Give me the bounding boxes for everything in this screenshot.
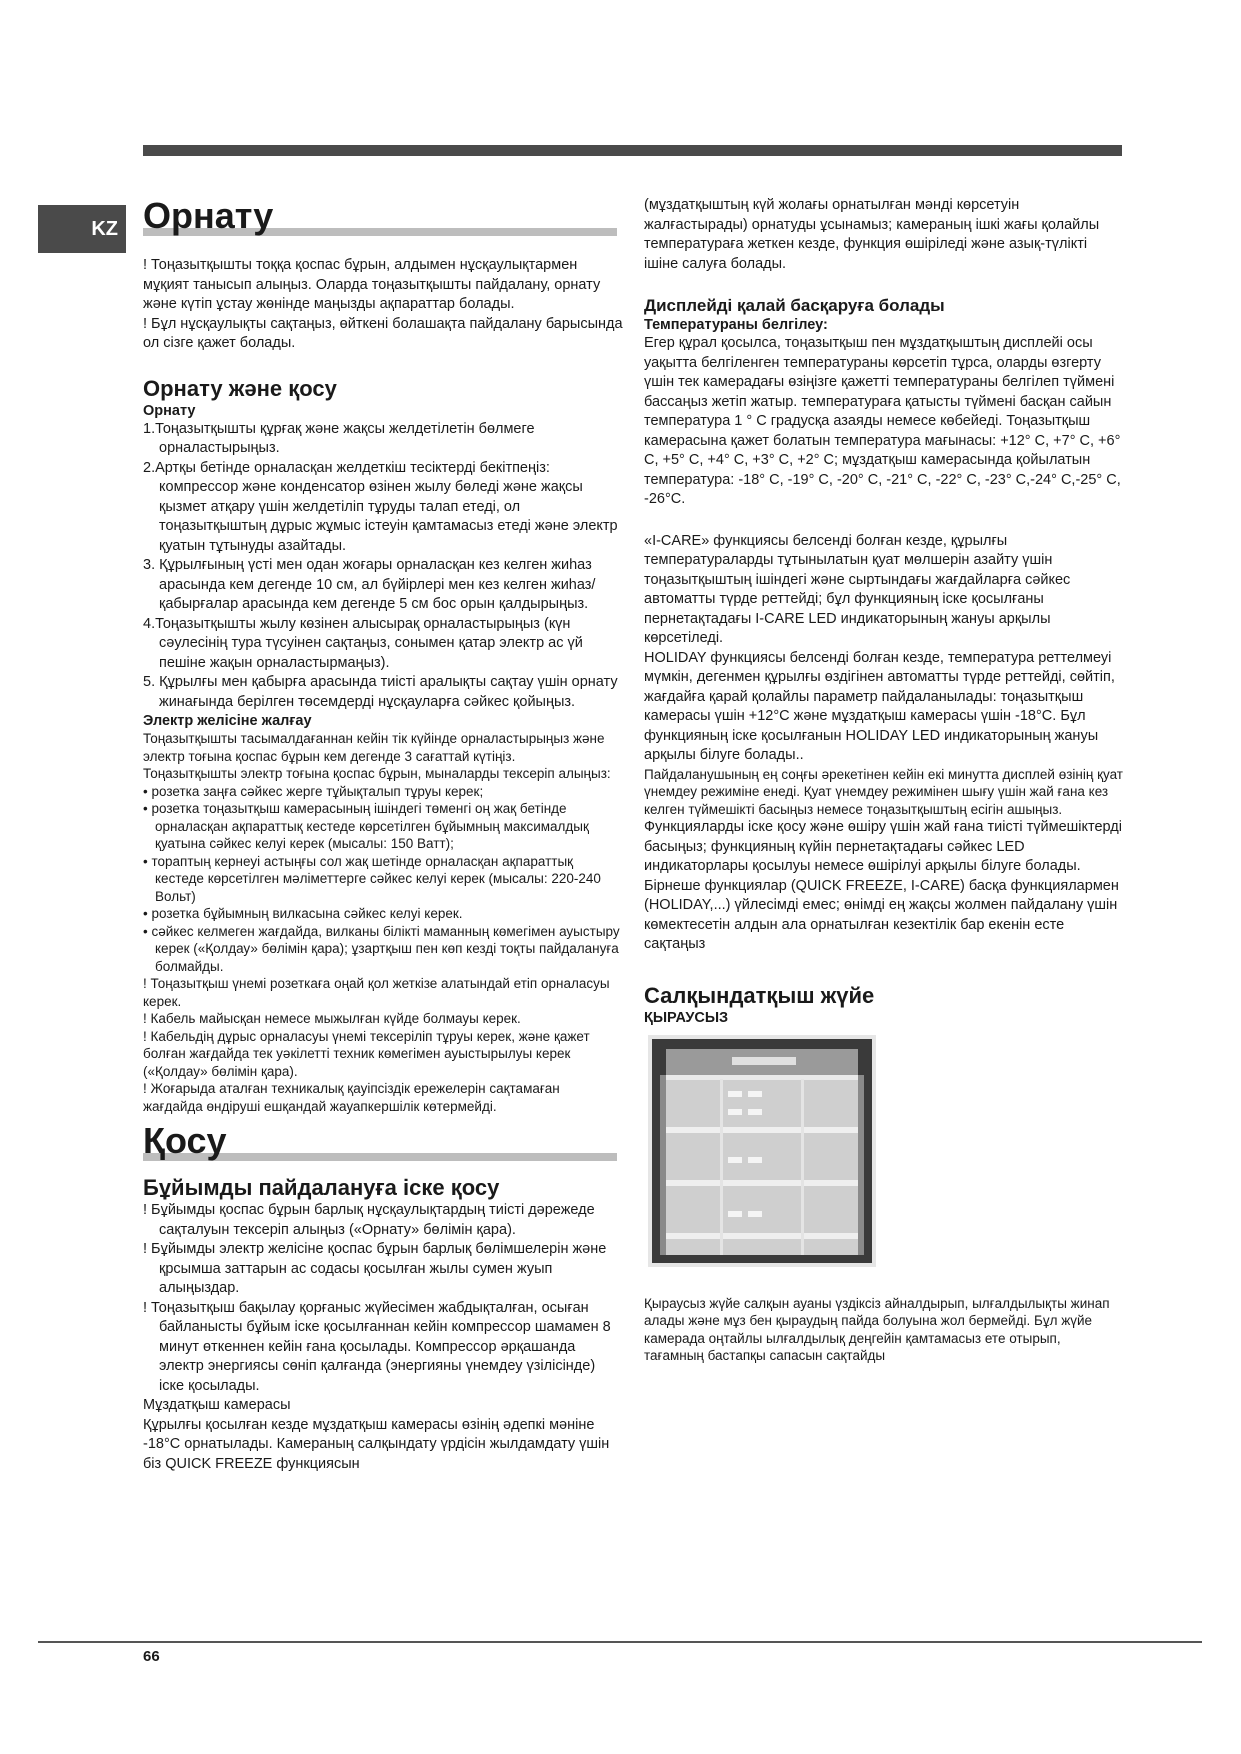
install-connect-title: Орнату және қосу bbox=[143, 375, 337, 401]
startup-item: ! Бұйымды электр желісіне қоспас бұрын барлық бөлімшелерін және қрсымша заттарын ас содасы қосылған жылы сумен жуып алыңыздар. bbox=[143, 1241, 607, 1296]
electric-bullet: • розетка бұйымның вилкасына сәйкес келуі керек. bbox=[143, 906, 463, 921]
install-item: 4.Тоңазытқышты жылу көзінен алысырақ орналастырыңыз (күн сәулесінің тура түсуінен сақтаңыз, сонымен қатар электр ас үй пешіне жақын орналастырмаңыз). bbox=[143, 615, 583, 671]
language-tab: KZ bbox=[38, 205, 126, 253]
install-subtitle: Орнату bbox=[143, 402, 196, 419]
eco-text: Пайдаланушының ең соңғы әрекетінен кейін екі минутта дисплей өзінің қуат үнемдеу режиміне енеді. Қуат үнемдеу режимінен шығу үшін жай ғана кез келген түймешікті басыңыз немесе тоңазытқыштың есігін ашыңыз. bbox=[644, 766, 1123, 817]
icare-text: «I-CARE» функциясы белсенді болған кезде, құрылғы температураларды тұтынылатын қуат мөлшерін азайту үшін тоңазытқыштың ішіндегі және сыртындағы жағдайларға сәйкес автоматты түрде реттейді; бұл функцияның іске қосылғаны пернетақтадағы I-CARE LED индикаторының жануы арқылы көрсетіледі. bbox=[644, 532, 1071, 646]
connect-title: Қосу bbox=[143, 1120, 227, 1161]
electric-bullet: • розетка тоңазытқыш камерасының ішіндегі төменгі оң жақ бетінде орналасқан ақпараттық кестеде көрсетілген бұйымның максималдық қуатына сәйкес келуі керек (мысалы: 150 Ватт); bbox=[143, 801, 589, 851]
top-rule bbox=[143, 145, 1122, 156]
electric-note: ! Кабель майысқан немесе мыжылған күйде болмауы керек. bbox=[143, 1011, 521, 1026]
startup-title: Бұйымды пайдалануға іске қосу bbox=[143, 1175, 500, 1200]
startup-item: ! Тоңазытқыш бақылау қорғаныс жүйесімен жабдықталған, осыған байланысты бұйым іске қосылғаннан кейін компрессор шамамен 8 минут өткеннен кейін ғана қосылады. Компрессор әрқашанда электр энергиясы сөніп қалғанда (энергияны үнемдеу үзілісінде) іске қосылады. bbox=[143, 1299, 611, 1394]
electric-bullet: • сәйкес келмеген жағдайда, вилканы білікті маманның көмегімен ауыстыру керек («Қолдау» бөлімін қара); ұзартқыш пен көп кезді тоқты пайдалануға болмайды. bbox=[143, 923, 620, 974]
holiday-text: HOLIDAY функциясы белсенді болған кезде, температура реттелмеуі мүмкін, дегенмен құрылғы өздігінен автоматты түрде реттейді, сөйтіп, жағдайға қарай қолайлы параметр пайдаланылады: тоңазытқыш камерасы үшін +12°C және мұздатқыш камерасы үшін -18°C. Бұл функцияның іске қосылғанын HOLIDAY LED индикаторының жануы арқылы білуге болады.. bbox=[644, 649, 1115, 763]
electric-intro: Тоңазытқышты электр тоғына қоспас бұрын, мыналарды тексеріп алыңыз: bbox=[143, 766, 611, 781]
install-title: Орнату bbox=[143, 195, 274, 236]
electric-note: ! Кабельдің дұрыс орналасуы үнемі тексеріліп тұруы керек, және қажет болған жағдайда тек уәкілетті техник көмегімен ауыстырылуы керек («Қолдау» бөлімін қара). bbox=[143, 1028, 590, 1079]
bottom-rule bbox=[38, 1641, 1202, 1643]
right-column bbox=[644, 196, 1124, 1365]
fridge-illustration bbox=[648, 1035, 876, 1267]
freezer-label: Мұздатқыш камерасы bbox=[143, 1397, 291, 1413]
continued-text: (мұздатқыштың күй жолағы орнатылған мәнді көрсетуін жалғастырады) орнатуды ұсынамыз; камераның ішкі жағы қолайлы температураға жеткен кезде, функция өшіріледі және азық-түлікті ішіне салуға болады. bbox=[644, 197, 1100, 272]
temperature-text: Егер құрал қосылса, тоңазытқыш пен мұздатқыштың дисплейі осы уақытта белгіленген температураны көрсетіп тұрса, оларды өзгерту үшін тек камерадағы өзіңізге қажетті температураны белгілеп түймені бассаңыз жетіп жатыр. температураға қатысты түймені басқан сайын температура 1 ° С градусқа азаяды немесе көбейеді. Тоңазытқыш камерасына қажет болатын температура мағынасы: +12° C, +7° C, +6° C, +5° C, +4° C, +3° C, +2° C; мұздатқыш камерасында қойылатын температура: -18° C, -19° C, -20° C, -21° C, -22° C, -23° C,-24° C,-25° C, -26°C. bbox=[644, 335, 1121, 507]
electric-note: ! Тоңазытқыш үнемі розеткаға оңай қол жеткізе алатындай етіп орналасуы керек. bbox=[143, 976, 610, 1009]
electric-bullet: • тораптың кернеуі астыңғы сол жақ шетінде орналасқан ақпараттық кестеде көрсетілген мәліметтерге сәйкес келуі керек (мысалы: 220-240 Вольт) bbox=[143, 853, 601, 904]
electric-intro: Тоңазытқышты тасымалдағаннан кейін тік күйінде орналастырыңыз және электр тоғына қоспас бұрын кем дегенде 3 сағаттай күтіңіз. bbox=[143, 731, 605, 764]
electric-subtitle: Электр желісіне жалғау bbox=[143, 713, 312, 729]
intro-paragraph: ! Тоңазытқышты тоққа қоспас бұрын, алдымен нұсқаулықтармен мұқият танысып алыңыз. Оларда тоңазытқышты пайдалану, орнату және күтіп ұстау жөнінде маңызды ақпараттар болады. bbox=[143, 257, 601, 312]
install-item: 5. Құрылғы мен қабырға арасында тиісті аралықты сақтау үшін орнату жинағында берілген төсемдерді нұсқауларға сәйкес қойыңыз. bbox=[143, 674, 618, 710]
display-title: Дисплейді қалай басқаруға болады bbox=[644, 296, 945, 315]
functions-text: Функцияларды іске қосу және өшіру үшін жай ғана тиісті түймешіктерді басыңыз; функцияның күйін пернетақтадағы сәйкес LED индикаторлары қосылуы немесе өшірілуі арқылы білуге болады. bbox=[644, 819, 1122, 874]
startup-item: ! Бұйымды қоспас бұрын барлық нұсқаулықтардың тиісті дәрежеде сақталуын тексеріп алыңыз («Орнату» бөлімін қара). bbox=[143, 1202, 595, 1238]
cooling-subtitle: ҚЫРАУСЫЗ bbox=[644, 1009, 729, 1026]
freezer-text: Құрылғы қосылған кезде мұздатқыш камерасы өзінің әдепкі мәніне -18°C орнатылады. Камераның салқындату үрдісін жылдамдату үшін біз QUICK FREEZE функциясын bbox=[143, 1416, 610, 1472]
install-item: 3. Құрылғының үсті мен одан жоғары орналасқан кез келген жиһаз арасында кем дегенде 10 см, ал бүйірлері мен кез келген жиһаз/қабырғалар арасында кем дегенде 5 см бос орын қалдырыңыз. bbox=[143, 557, 596, 612]
no-frost-text: Қыраусыз жүйе салқын ауаны үздіксіз айналдырып, ылғалдылықты жинап алады және мұз бен қыраудың пайда болуына жол бермейді. Бұл жүйе камерада оңтайлы ылғалдылық деңгейін қамтамасыз ете отырып, тағамның бастапқы сапасын сақтайды bbox=[644, 1295, 1110, 1363]
cooling-title: Салқындатқыш жүйе bbox=[644, 982, 875, 1008]
electric-bullet: • розетка заңға сәйкес жерге тұйықталып тұруы керек; bbox=[143, 783, 484, 799]
install-item: 1.Тоңазытқышты құрғақ және жақсы желдетілетін бөлмеге орналастырыңыз. bbox=[143, 420, 535, 456]
page-number: 66 bbox=[143, 1648, 160, 1665]
temperature-subtitle: Температураны белгілеу: bbox=[644, 317, 828, 333]
left-column bbox=[143, 196, 623, 1474]
multi-function-text: Бірнеше функциялар (QUICK FREEZE, I-CARE) басқа функциялармен (HOLIDAY,...) үйлесімді емес; өнімді ең жақсы жолмен пайдалану үшін көмектесетін алдын ала орнатылған кезектілік бар екенін есте сақтаңыз bbox=[644, 877, 1119, 952]
intro-paragraph: ! Бұл нұсқаулықты сақтаңыз, өйткені болашақта пайдалану барысында ол сізге қажет болады. bbox=[143, 315, 623, 351]
connect-heading bbox=[143, 1121, 623, 1165]
install-heading bbox=[143, 196, 623, 240]
fridge-interior-image bbox=[648, 1035, 876, 1267]
install-item: 2.Артқы бетінде орналасқан желдеткіш тесіктерді бекітпеңіз: компрессор және конденсатор өзінен жылу бөледі және жақсы қызмет атқару үшін желдетіліп тұруды талап етеді, ол тоңазытқыштың дұрыс жұмыс істеуін қамтамасыз етеді және электр қуатын тұтынуды азайтады. bbox=[143, 459, 618, 554]
electric-note: ! Жоғарыда аталған техникалық қауіпсіздік ережелерін сақтамаған жағдайда өндіруші ешқандай жауапкершілік көтермейді. bbox=[143, 1081, 560, 1114]
